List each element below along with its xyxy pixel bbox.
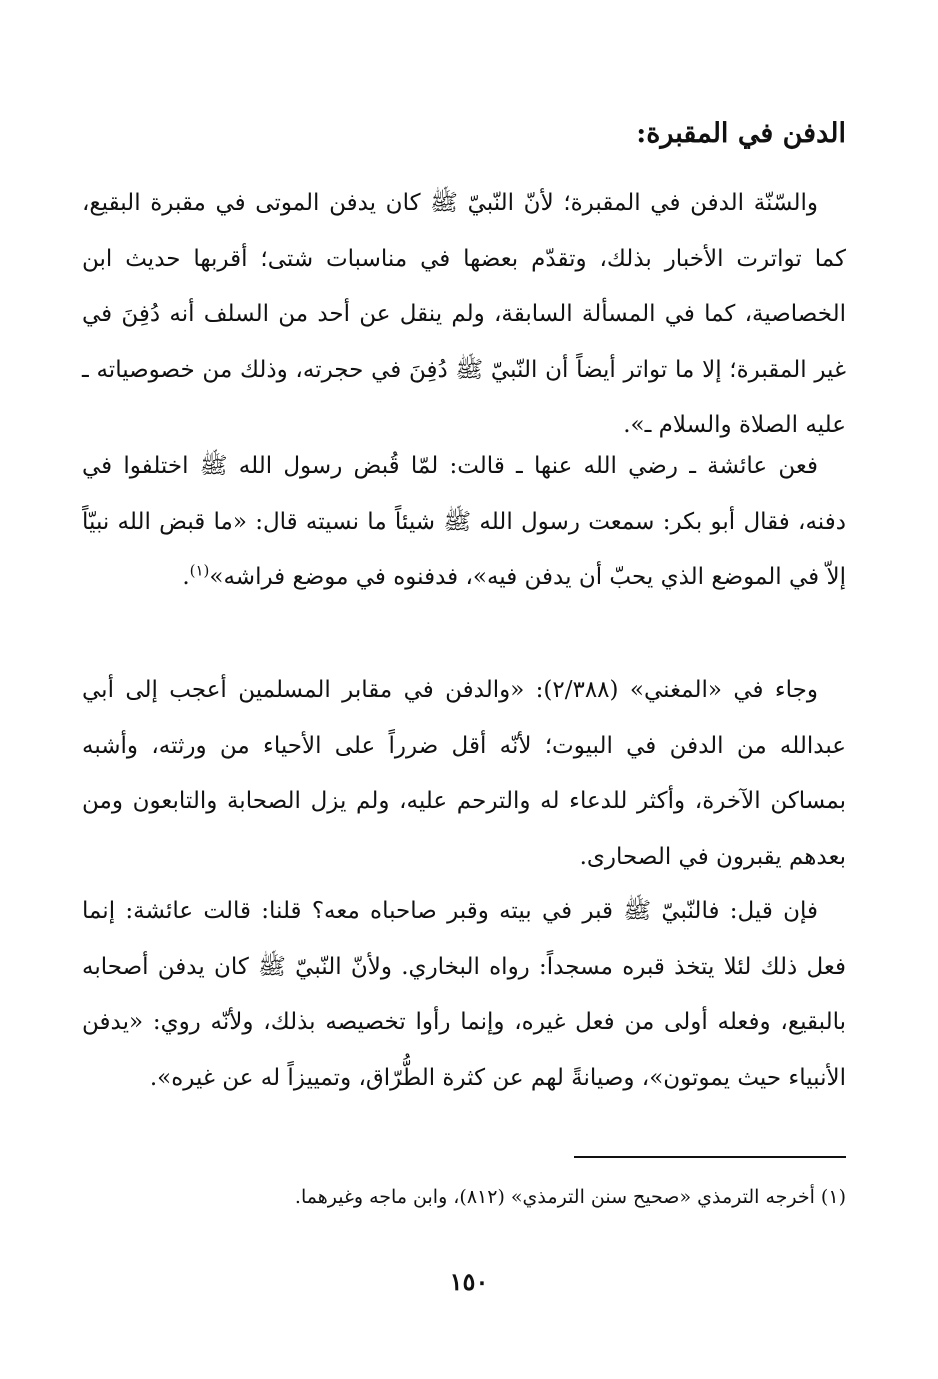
- paragraph-2: [82, 439, 846, 606]
- footnote-reference: (١): [189, 561, 210, 580]
- paragraph-3: وجاء في «المغني» (٢/٣٨٨): «والدفن في مقابر المسلمين أعجب إلى أبي عبدالله من الدفن في البيوت؛ لأنّه أقل ضرراً على الأحياء من ورثته، وأشبه بمساكن الآخرة، وأكثر للدعاء له والترحم عليه، ولم يزل الصحابة والتابعون ومن بعدهم يقبرون في الصحارى.: [82, 677, 846, 870]
- footnote: (١) أخرجه الترمذي «صحيح سنن الترمذي» (٨١٢)، وابن ماجه وغيرهما.: [294, 1186, 846, 1208]
- paragraph-1: والسّنّة الدفن في المقبرة؛ لأنّ النّبيّ ﷺ كان يدفن الموتى في مقبرة البقيع، كما تواترت الأخبار بذلك، وتقدّم بعضها في مناسبات شتى؛ أقربها حديث ابن الخصاصية، كما في المسألة السابقة، ولم ينقل عن أحد من السلف أنه دُفِنَ في غير المقبرة؛ إلا ما تواتر أيضاً أن النّبيّ ﷺ دُفِنَ في حجرته، وذلك من خصوصياته ـ عليه الصلاة والسلام ـ».: [82, 190, 846, 438]
- section-heading: الدفن في المقبرة:: [636, 118, 846, 149]
- page-number: ١٥٠: [449, 1267, 489, 1296]
- paragraph-2-text: فعن عائشة ـ رضي الله عنها ـ قالت: لمّا قُبض رسول الله ﷺ اختلفوا في دفنه، فقال أبو بكر: سمعت رسول الله ﷺ شيئاً ما نسيته قال: «ما قبض الله نبيّاً إلاّ في الموضع الذي يحبّ أن يدفن فيه»، فدفنوه في موضع فراشه»: [82, 453, 846, 590]
- footnote-divider: [574, 1156, 846, 1158]
- paragraph-2-end: .: [182, 564, 190, 590]
- paragraph-4: فإن قيل: فالنّبيّ ﷺ قبر في بيته وقبر صاحباه معه؟ قلنا: قالت عائشة: إنما فعل ذلك لئلا يتخذ قبره مسجداً: رواه البخاري. ولأنّ النّبيّ ﷺ كان يدفن أصحابه بالبقيع، وفعله أولى من فعل غيره، وإنما رأوا تخصيصه بذلك، ولأنّه روي: «يدفن الأنبياء حيث يموتون»، وصيانةً لهم عن كثرة الطُّرّاق، وتمييزاً له عن غيره».: [82, 898, 846, 1091]
